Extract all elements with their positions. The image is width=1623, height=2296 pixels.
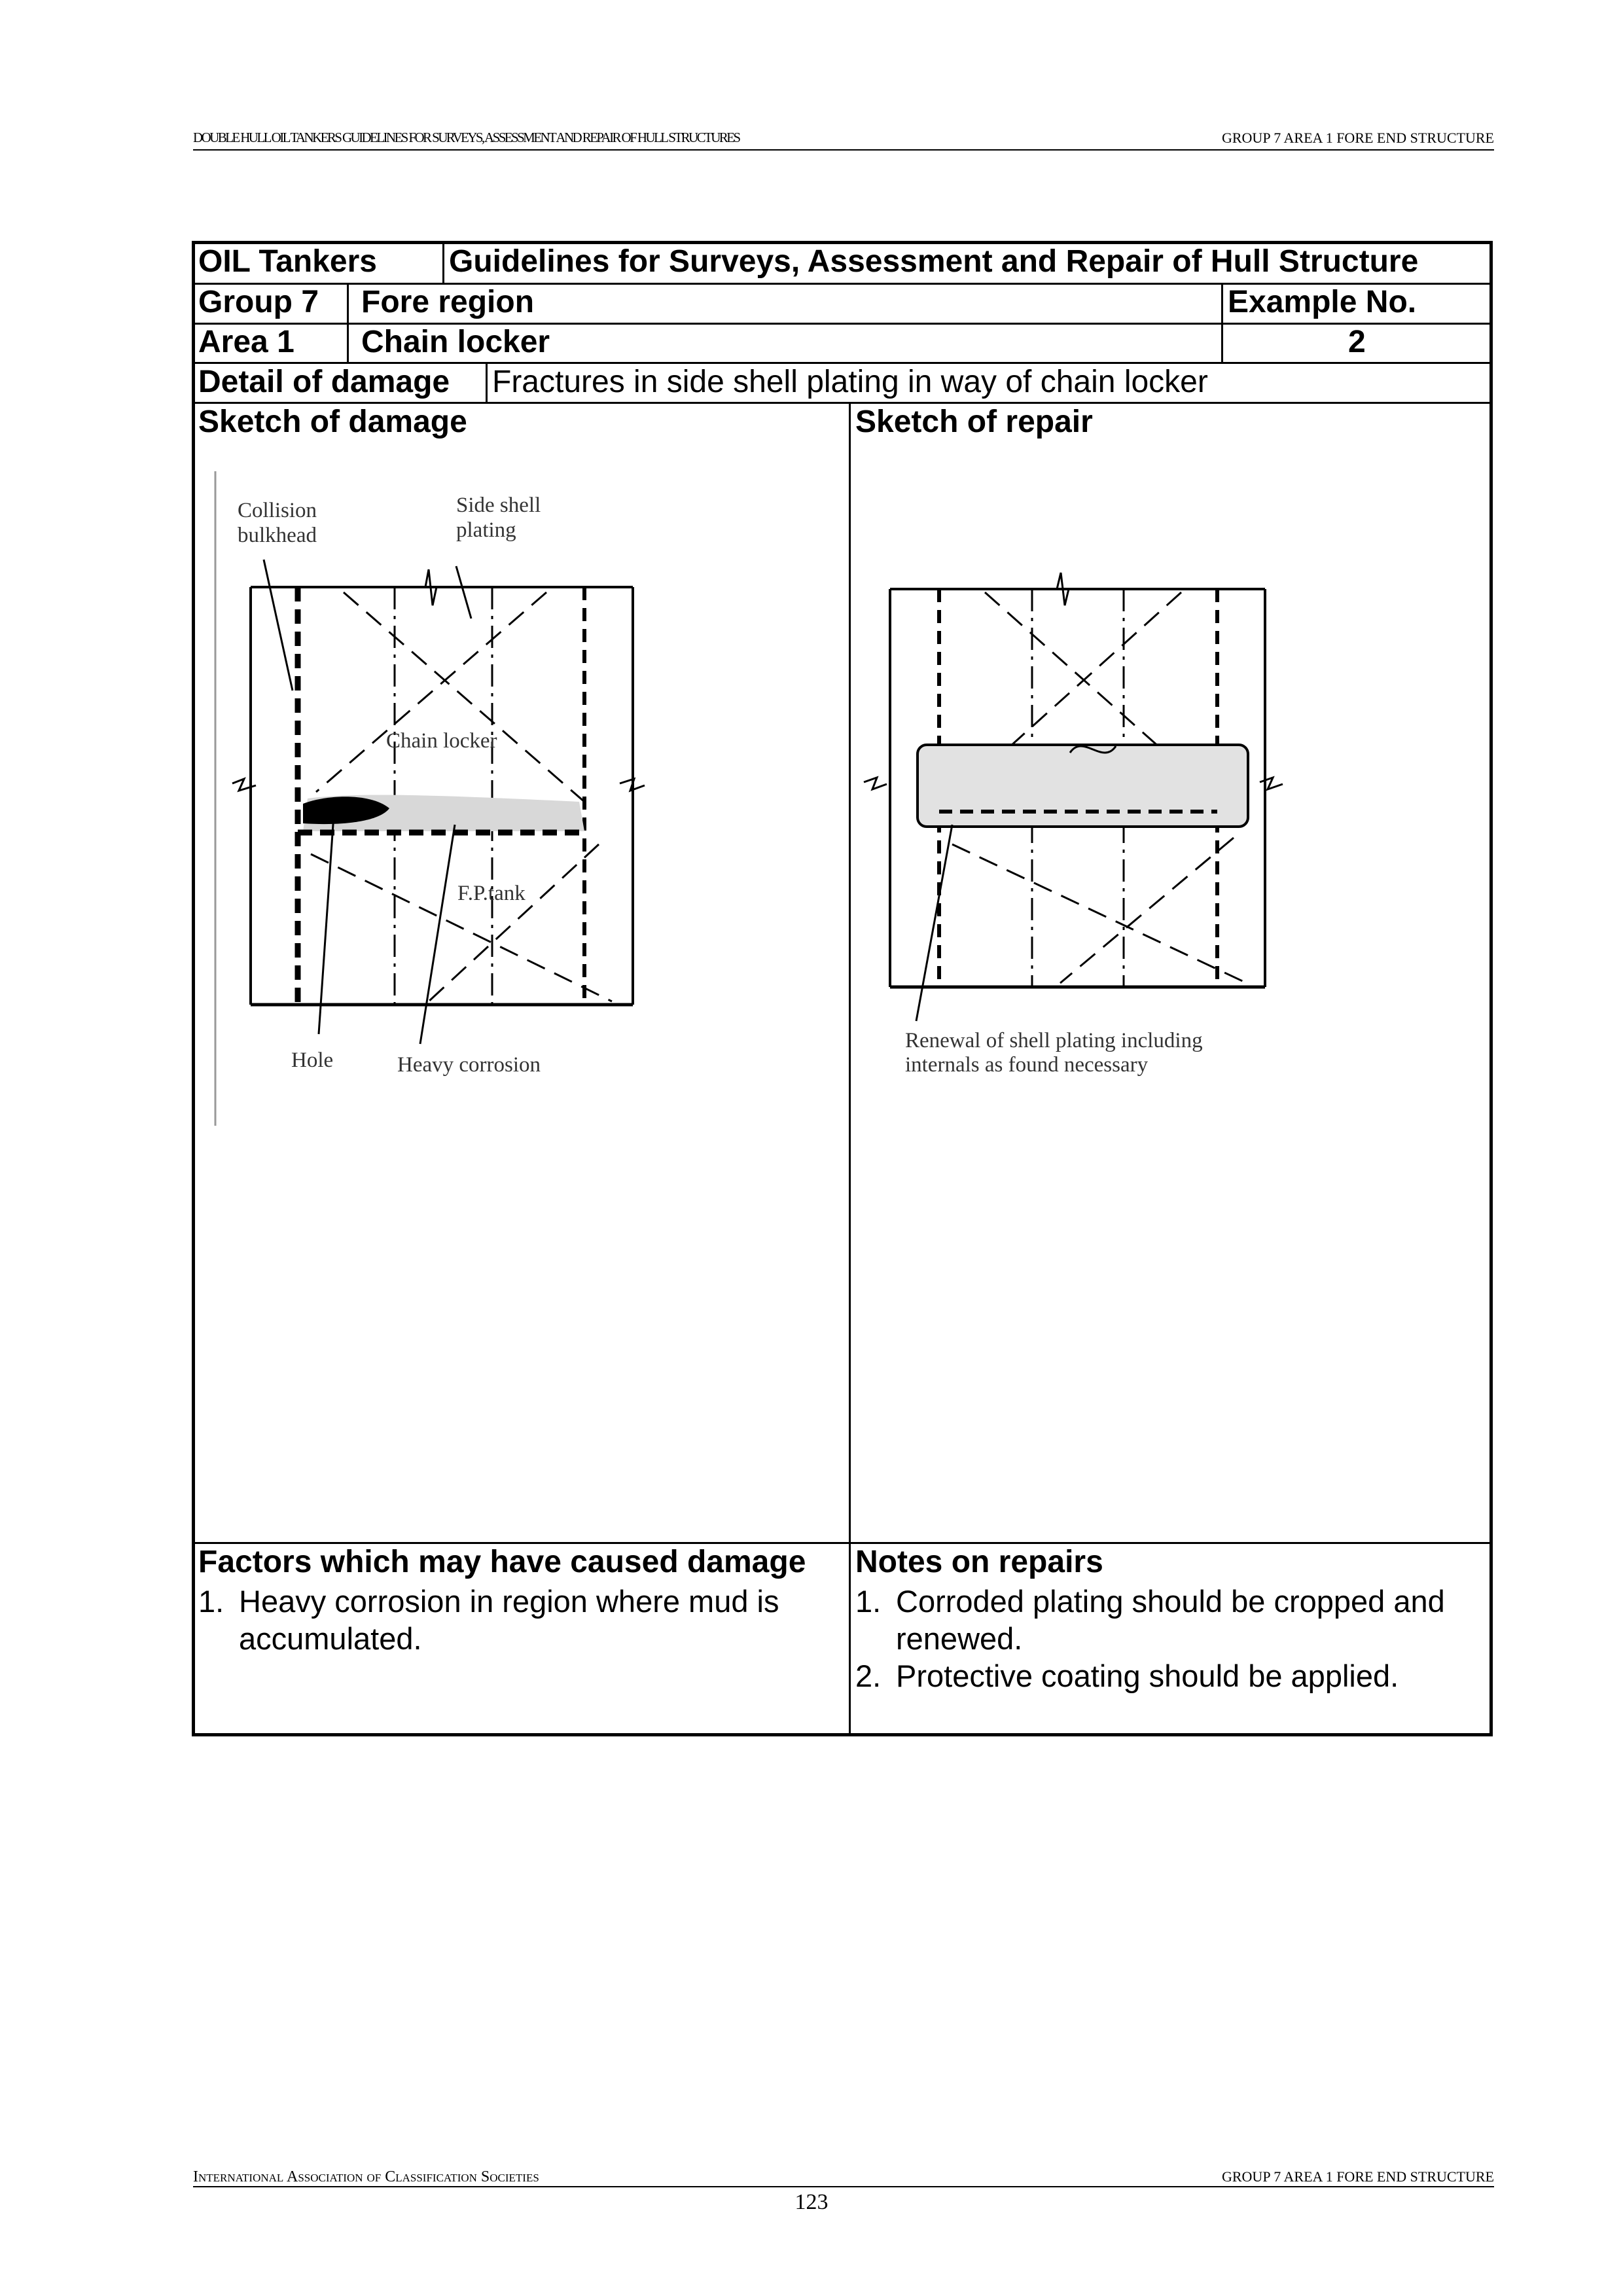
vessel-type: OIL Tankers [198, 244, 377, 279]
list-item-text: Protective coating should be applied. [896, 1659, 1399, 1693]
collision-label-1: Collision [238, 499, 317, 522]
hole-label: Hole [291, 1049, 334, 1072]
running-header-title: DOUBLE HULL OIL TANKERS GUIDELINES FOR SURVEYS, ASSESSMENT AND REPAIR OF HULL STRUCTURES [193, 130, 740, 145]
side-shell-label-2: plating [456, 518, 516, 542]
group-label: Group 7 [198, 285, 319, 319]
example-label: Example No. [1228, 285, 1417, 319]
damage-sketch [193, 445, 847, 1132]
area-label: Area 1 [198, 325, 294, 359]
running-header-section: GROUP 7 AREA 1 FORE END STRUCTURE [1221, 130, 1494, 146]
list-item [855, 1583, 1484, 1657]
list-item-number: 1. [198, 1584, 224, 1619]
footer-organisation: International Association of Classification Societies [193, 2168, 539, 2185]
col-divider [486, 362, 488, 403]
damage-detail-text: Fractures in side shell plating in way of chain locker [492, 365, 1208, 399]
heavy-corrosion-label: Heavy corrosion [397, 1053, 541, 1077]
collision-label-2: bulkhead [238, 524, 317, 547]
footer-section: GROUP 7 AREA 1 FORE END STRUCTURE [1221, 2168, 1494, 2185]
col-divider [1221, 283, 1223, 363]
list-item [855, 1657, 1484, 1695]
notes-heading: Notes on repairs [855, 1545, 1103, 1579]
factors-list [198, 1583, 840, 1657]
header-rule [193, 149, 1494, 151]
renewal-label-1: Renewal of shell plating including [905, 1029, 1203, 1052]
example-number: 2 [1348, 325, 1366, 359]
list-item-number: 2. [855, 1659, 882, 1693]
fp-tank-label: F.P.tank [457, 882, 526, 905]
sketch-repair-heading: Sketch of repair [855, 404, 1093, 439]
list-item-text: Corroded plating should be cropped and renewed. [896, 1584, 1445, 1656]
notes-list [855, 1583, 1484, 1695]
col-divider [442, 242, 444, 284]
col-divider [347, 283, 349, 363]
side-shell-label-1: Side shell [456, 493, 541, 517]
factors-heading: Factors which may have caused damage [198, 1545, 806, 1579]
list-item-text: Heavy corrosion in region where mud is accumulated. [239, 1584, 779, 1656]
region-name: Fore region [361, 285, 535, 319]
chain-locker-label: Chain locker [386, 729, 497, 753]
list-item-number: 1. [855, 1584, 882, 1619]
sketch-damage-heading: Sketch of damage [198, 404, 467, 439]
col-divider [849, 402, 851, 1736]
renewal-label-2: internals as found necessary [905, 1053, 1149, 1077]
repair-sketch [854, 445, 1489, 1132]
location-name: Chain locker [361, 325, 550, 359]
footer-rule [193, 2186, 1494, 2187]
page-number: 123 [794, 2190, 829, 2214]
guide-title: Guidelines for Surveys, Assessment and Repair of Hull Structure [449, 244, 1419, 279]
list-item [198, 1583, 840, 1657]
damage-detail-label: Detail of damage [198, 365, 450, 399]
